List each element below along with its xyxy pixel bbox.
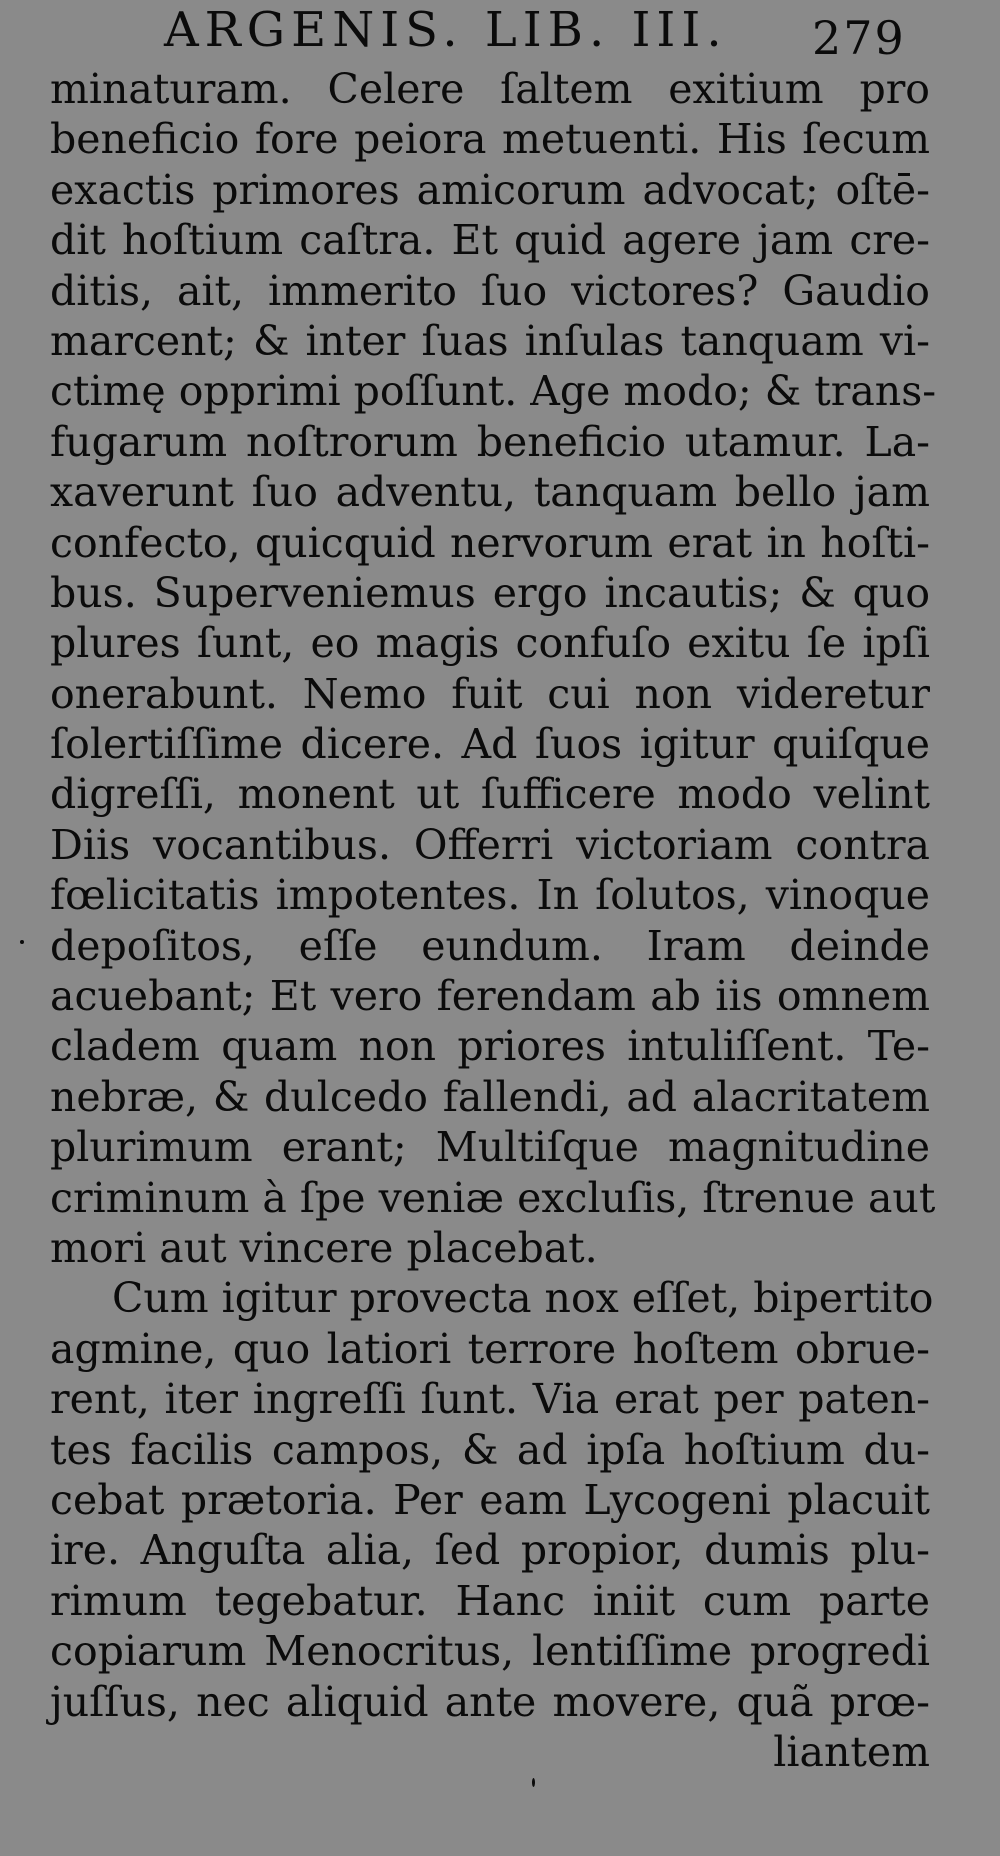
text-line: plures ſunt, eo magis confuſo exitu ſe ipſi [50, 619, 930, 668]
text-line: fœlicitatis impotentes. In ſolutos, vinoque [50, 871, 930, 920]
text-line: confecto, quicquid nervorum erat in hoſti- [50, 518, 930, 567]
text-line: ditis, ait, immerito ſuo victores? Gaudio [50, 266, 930, 315]
text-line: Cum igitur provecta nox eſſet, bipertito [112, 1274, 934, 1323]
ink-speck [20, 940, 24, 944]
text-line: ire. Anguſta alia, ſed propior, dumis plu- [50, 1526, 930, 1575]
text-line: juſſus, nec aliquid ante movere, quã prœ- [50, 1677, 930, 1726]
text-line: rimum tegebatur. Hanc iniit cum parte [50, 1576, 930, 1625]
paragraph-2 [50, 1273, 934, 1727]
ink-speck [532, 1778, 535, 1787]
text-line: dit hoſtium caſtra. Et quid agere jam cre- [50, 216, 930, 265]
text-line: xaverunt ſuo adventu, tanquam bello jam [50, 468, 930, 517]
text-line: depoſitos, eſſe eundum. Iram deinde [50, 921, 930, 970]
text-line: minaturam. Celere ſaltem exitium pro [50, 65, 930, 113]
text-line: ſolertiſſime dicere. Ad ſuos igitur quiſque [50, 720, 930, 769]
text-line: agmine, quo latiori terrore hoſtem obrue- [50, 1324, 930, 1373]
text-line: acuebant; Et vero ferendam ab iis omnem [50, 972, 930, 1021]
text-line: exactis primores amicorum advocat; oſtē- [50, 165, 930, 214]
text-line: fugarum noſtrorum beneficio utamur. La- [50, 417, 930, 466]
text-line: cebat prætoria. Per eam Lycogeni placuit [50, 1475, 930, 1524]
text-line: plurimum erant; Multiſque magnitudine [50, 1123, 930, 1172]
text-line: cladem quam non priores intuliſſent. Te- [50, 1022, 930, 1071]
text-line: digreſſi, monent ut ſufficere modo velint [50, 770, 930, 819]
text-line: ctimę opprimi poſſunt. Age modo; & trans- [50, 367, 937, 416]
running-title: ARGENIS. LIB. III. [164, 2, 728, 58]
body-text [50, 64, 937, 1777]
text-line: criminum à ſpe veniæ excluſis, ſtrenue aut [50, 1173, 936, 1222]
text-line: mori aut vincere placebat. [50, 1223, 598, 1272]
paragraph-1 [50, 64, 937, 1273]
text-line: copiarum Menocritus, lentiſſime progredi [50, 1627, 930, 1676]
text-line: nebræ, & dulcedo fallendi, ad alacritatem [50, 1072, 930, 1121]
page-number: 279 [812, 11, 906, 65]
text-line: beneficio fore peiora metuenti. His ſecum [50, 115, 930, 164]
text-line: bus. Superveniemus ergo incautis; & quo [50, 568, 930, 617]
text-line: marcent; & inter ſuas inſulas tanquam vi- [50, 316, 930, 365]
text-line: tes facilis campos, & ad ipſa hoſtium du- [50, 1425, 930, 1474]
catchword: liantem [773, 1727, 930, 1776]
text-line: rent, iter ingreſſi ſunt. Via erat per paten- [50, 1375, 930, 1424]
text-line: onerabunt. Nemo fuit cui non videretur [50, 669, 930, 718]
text-line: Diis vocantibus. Offerri victoriam contra [50, 820, 930, 869]
